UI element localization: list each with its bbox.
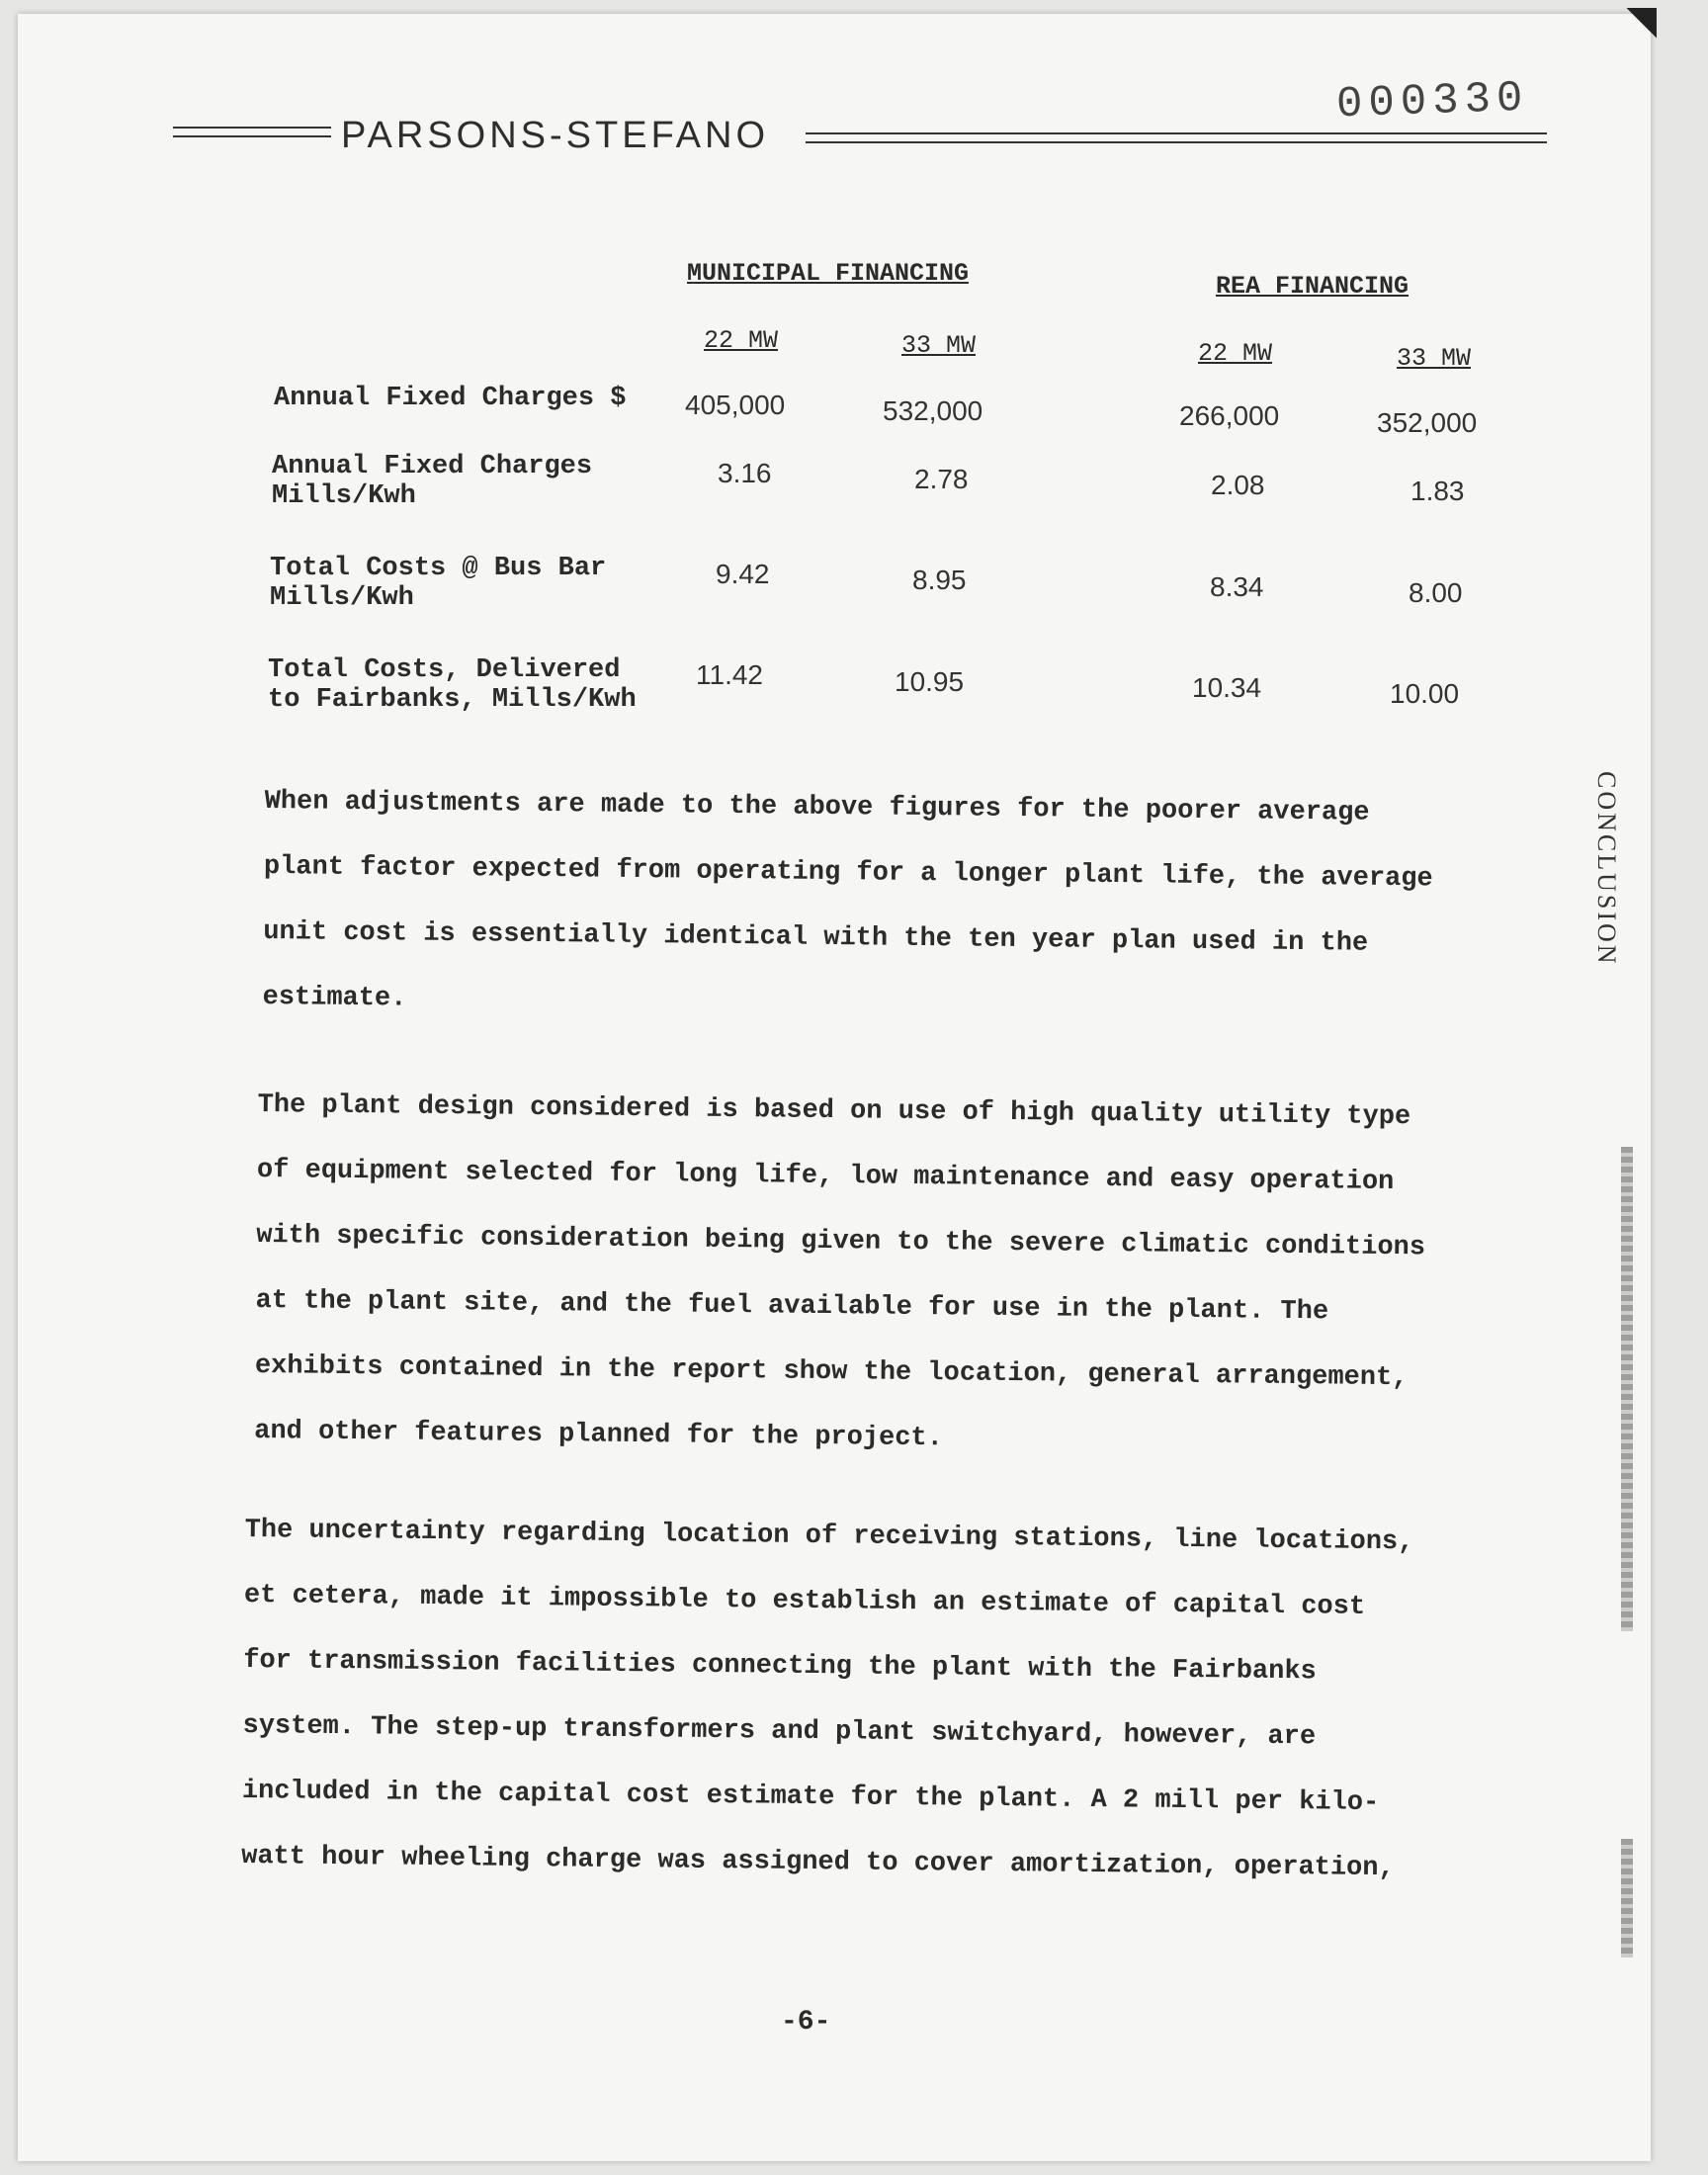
table-cell: 10.34 <box>1192 672 1262 703</box>
table-cell: 8.00 <box>1409 577 1463 608</box>
table-cell: 1.83 <box>1410 476 1465 506</box>
text-line: at the plant site, and the fuel available for use in the plant. The <box>255 1285 1329 1328</box>
paragraph-3 <box>241 1498 1491 1902</box>
paragraph-2 <box>254 1073 1503 1477</box>
letterhead <box>173 111 1547 170</box>
document-number: 000330 <box>1335 73 1530 130</box>
text-line: included in the capital cost estimate for the plant. A 2 mill per kilo- <box>241 1776 1380 1819</box>
page-corner-fold <box>1597 8 1657 47</box>
letterhead-name: PARSONS-STEFANO <box>341 115 770 156</box>
text-line: estimate. <box>262 982 407 1014</box>
side-margin-smudge <box>1621 1839 1633 1958</box>
side-tab-label: CONCLUSION <box>1592 771 1621 967</box>
text-line: plant factor expected from operating for a longer plant life, the average <box>263 851 1433 895</box>
letterhead-rule-right <box>806 132 1547 143</box>
text-line: watt hour wheeling charge was assigned to cover amortization, operation, <box>241 1841 1395 1884</box>
text-line: The plant design considered is based on use of high quality utility type <box>257 1089 1411 1133</box>
table-cell: 9.42 <box>716 559 770 589</box>
col-header-rea-22: 22 MW <box>1198 339 1273 368</box>
row-label-annual-fixed-charges-mills: Annual Fixed Charges Mills/Kwh <box>272 452 593 511</box>
row-label-total-costs-delivered: Total Costs, Delivered to Fairbanks, Mills/Kwh <box>268 655 637 715</box>
text-line: The uncertainty regarding location of receiving stations, line locations, <box>244 1515 1414 1558</box>
table-cell: 11.42 <box>696 659 763 690</box>
text-line: and other features planned for the project. <box>254 1416 944 1454</box>
table-cell: 532,000 <box>883 395 983 426</box>
group-header-rea: REA FINANCING <box>1216 272 1409 301</box>
table-cell: 405,000 <box>685 390 786 420</box>
col-header-rea-33: 33 MW <box>1397 344 1472 373</box>
col-header-municipal-22: 22 MW <box>704 326 779 355</box>
table-cell: 8.95 <box>912 565 967 595</box>
row-label-annual-fixed-charges: Annual Fixed Charges $ <box>274 384 627 413</box>
table-cell: 10.00 <box>1390 678 1460 709</box>
text-line: exhibits contained in the report show the location, general arrangement, <box>254 1350 1409 1394</box>
table-cell: 352,000 <box>1377 407 1478 438</box>
text-line: unit cost is essentially identical with the ten year plan used in the <box>263 916 1369 959</box>
table-cell: 8.34 <box>1210 571 1264 602</box>
table-cell: 3.16 <box>718 458 772 488</box>
col-header-municipal-33: 33 MW <box>901 331 977 360</box>
table-cell: 266,000 <box>1179 400 1280 431</box>
text-line: of equipment selected for long life, low maintenance and easy operation <box>256 1155 1395 1198</box>
text-line: system. The step-up transformers and plant switchyard, however, are <box>242 1710 1317 1753</box>
table-cell: 2.08 <box>1211 470 1265 500</box>
page-number: -6- <box>781 2007 831 2038</box>
letterhead-rule-left <box>173 127 331 137</box>
row-label-total-costs-bus-bar: Total Costs @ Bus Bar Mills/Kwh <box>270 554 607 613</box>
table-cell: 10.95 <box>895 666 965 697</box>
table-cell: 2.78 <box>914 464 969 494</box>
group-header-municipal: MUNICIPAL FINANCING <box>687 259 970 288</box>
side-margin-smudge <box>1621 1147 1633 1631</box>
text-line: et cetera, made it impossible to establish an estimate of capital cost <box>243 1580 1366 1622</box>
text-line: When adjustments are made to the above figures for the poorer average <box>264 786 1370 828</box>
text-line: for transmission facilities connecting the plant with the Fairbanks <box>243 1645 1317 1688</box>
text-line: with specific consideration being given to the severe climatic conditions <box>256 1220 1426 1263</box>
paragraph-1 <box>262 769 1510 1043</box>
